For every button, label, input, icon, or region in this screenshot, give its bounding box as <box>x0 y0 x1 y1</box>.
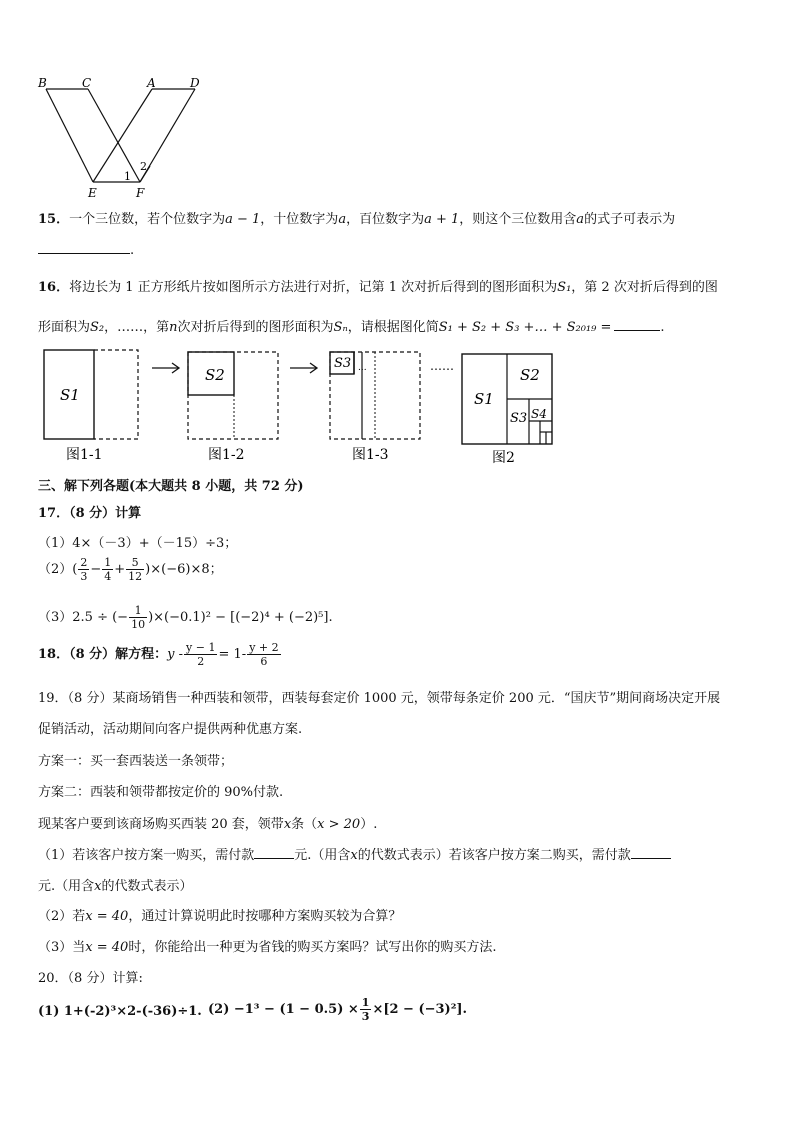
q18-frac1-den: 2 <box>197 655 205 668</box>
q15-line1 <box>38 208 675 227</box>
q15-var: a <box>576 212 585 227</box>
fig2-s1-label: S1 <box>474 390 494 408</box>
q16-s1: S₁ <box>557 280 572 295</box>
fig1-2-caption: 图1-2 <box>208 447 245 463</box>
q20-part1: (1) 1+(-2)³×2-(-36)÷1. <box>38 1004 202 1019</box>
q18-frac1 <box>184 641 217 668</box>
q15-line2 <box>38 240 134 258</box>
q16-text-1: 将边长为 1 正方形纸片按如图所示方法进行对折，记第 1 次对折后得到的图形面积为 <box>69 280 558 295</box>
q19-p2-cond: x = 40 <box>85 909 129 924</box>
point-e: E <box>88 186 97 200</box>
q16-n: n <box>169 320 178 335</box>
fig1-3-caption: 图1-3 <box>352 447 389 463</box>
q19-line2: 促销活动，活动期间向客户提供两种优惠方案. <box>38 722 303 737</box>
q19-part1-cont <box>38 875 193 894</box>
q19-p2-a: （2）若 <box>38 909 86 924</box>
point-b: B <box>38 76 47 90</box>
point-c: C <box>82 76 92 90</box>
q16-text-2a: 形面积为 <box>38 320 91 335</box>
q17-p2-tail: )×(−6)×8； <box>145 562 223 577</box>
q19-l5-cond: x > 20 <box>317 817 361 832</box>
fig2-s2-label: S2 <box>520 366 540 384</box>
q19-p3-b: 时，你能给出一种更为省钱的购买方案吗？试写出你的购买方法. <box>128 940 497 955</box>
q17-p2-frac2 <box>102 556 113 583</box>
q15-hundreds-expr: a + 1 <box>424 212 460 227</box>
q19-part1 <box>38 844 671 863</box>
q19-line1: 19．（8 分）某商场销售一种西装和领带，西装每套定价 1000 元，领带每条定价 200 元．“国庆节”期间商场决定开展 <box>38 691 721 706</box>
q19-part3 <box>38 936 496 955</box>
q16-answer-blank[interactable] <box>614 318 660 331</box>
q18-frac1-num: y − 1 <box>186 641 216 654</box>
q15-answer-blank[interactable] <box>38 240 130 254</box>
fig2-caption: 图2 <box>492 450 515 466</box>
q19-p3-a: （3）当 <box>38 940 86 955</box>
folding-figures <box>40 348 560 466</box>
q15-text-c: ，百位数字为 <box>346 212 425 227</box>
fig-dots-small: ... <box>358 363 367 373</box>
q15-end: . <box>130 243 135 258</box>
geometry-figure <box>30 72 220 204</box>
q15-number: 15． <box>38 212 70 227</box>
q19-p1-x2: x <box>94 879 102 894</box>
q19-part2 <box>38 905 401 924</box>
fig2-s3-label: S3 <box>510 411 528 426</box>
q19-p2-b: ，通过计算说明此时按哪种方案购买较为合算？ <box>128 909 402 924</box>
point-d: D <box>190 76 200 90</box>
q15-text-b: ，十位数字为 <box>260 212 339 227</box>
q19-l5-c: ）. <box>360 817 378 832</box>
q18-frac2-num: y + 2 <box>249 641 279 654</box>
q17-p2-frac1-num: 2 <box>80 556 88 569</box>
q20-p2-a: (2) −1³ − (1 − 0.5) × <box>208 1002 359 1017</box>
q15-text-d: ，则这个三位数用含 <box>459 212 577 227</box>
q20-part2 <box>208 996 467 1023</box>
q17-p2-frac2-den: 4 <box>104 570 112 583</box>
q17-p2-open: ( <box>72 562 78 577</box>
q18-mid: = 1- <box>218 647 247 662</box>
q19-p1-d: 元.（用含 <box>38 879 95 894</box>
q17-part1: （1）4×（－3）+（－15）÷3； <box>38 536 238 551</box>
q20-heading: 20．（8 分）计算: <box>38 971 143 986</box>
q17-p2-frac1-den: 3 <box>80 570 88 583</box>
q20-p2-frac-den: 3 <box>361 1010 370 1023</box>
q15-tens-expr: a <box>338 212 347 227</box>
q16-end: . <box>660 320 665 335</box>
q18-frac2-den: 6 <box>260 655 268 668</box>
q18-line <box>38 641 282 668</box>
q16-text-1b: ，第 2 次对折后得到的图 <box>571 280 718 295</box>
fig-s1-label: S1 <box>60 386 80 404</box>
q19-line5 <box>38 813 377 832</box>
q17-heading: 17．（8 分）计算 <box>38 506 142 521</box>
q17-p2-plus: + <box>114 562 126 577</box>
q17-p3-label: （3） <box>38 610 73 625</box>
section-3-heading: 三、解下列各题(本大题共 8 小题，共 72 分) <box>38 479 304 494</box>
q15-text-a: 一个三位数，若个位数字为 <box>69 212 226 227</box>
q19-l5-a: 现某客户要到该商场购买西装 20 套，领带 <box>38 817 284 832</box>
q15-text-e: 的式子可表示为 <box>584 212 676 227</box>
q17-p2-frac3-den: 12 <box>128 570 143 583</box>
q20-p2-frac <box>360 996 372 1023</box>
q19-l5-x: x <box>283 817 292 832</box>
q16-number: 16． <box>38 280 70 295</box>
q17-p3-frac <box>129 604 147 631</box>
q18-y: y - <box>167 647 184 662</box>
fig-ellipsis: …… <box>430 359 454 373</box>
angle-1: 1 <box>124 170 131 183</box>
q16-line1 <box>38 276 718 295</box>
q16-text-2b: ，……，第 <box>104 320 170 335</box>
q17-part3 <box>38 604 333 631</box>
q20-p2-b: ×[2 − (−3)²]. <box>372 1002 468 1017</box>
angle-2: 2 <box>140 160 147 173</box>
q19-p3-cond: x = 40 <box>85 940 129 955</box>
q15-units-expr: a − 1 <box>225 212 261 227</box>
q17-p2-frac3 <box>126 556 144 583</box>
q19-p1-x: x <box>350 848 358 863</box>
q17-p3-frac-num: 1 <box>129 604 147 618</box>
q16-text-2d: ，请根据图化简 <box>347 320 439 335</box>
q17-p2-minus: − <box>90 562 102 577</box>
q16-sum-expr: S₁ + S₂ + S₃ +… + S₂₀₁₉ = <box>438 320 612 335</box>
q17-p2-label: （2） <box>38 562 73 577</box>
q17-part2 <box>38 556 223 583</box>
point-f: F <box>136 186 145 200</box>
q17-p3-b: )×(−0.1)² − [(−2)⁴ + (−2)⁵]. <box>148 610 333 625</box>
q17-p3-frac-den: 10 <box>131 618 146 631</box>
q17-p2-frac1 <box>78 556 89 583</box>
point-a: A <box>147 76 156 90</box>
q19-p1-e: 的代数式表示） <box>101 879 193 894</box>
q16-s2: S₂ <box>90 320 105 335</box>
q17-p2-frac3-num: 5 <box>126 556 144 570</box>
q19-plan2: 方案二：西装和领带都按定价的 90%付款. <box>38 785 284 800</box>
fig-s2-label: S2 <box>205 366 225 384</box>
q17-p2-frac2-num: 1 <box>104 556 112 569</box>
q19-p1-b: 元.（用含 <box>294 848 351 863</box>
q17-p3-a: 2.5 ÷ (− <box>72 610 129 625</box>
q19-p1-a: （1）若该客户按方案一购买，需付款 <box>38 848 255 863</box>
fig-s3-label: S3 <box>334 356 352 371</box>
q18-frac2 <box>247 641 280 668</box>
q16-sn: Sₙ <box>333 320 348 335</box>
q19-blank-plan2[interactable] <box>631 846 671 859</box>
q16-line2 <box>38 316 665 335</box>
q19-l5-b: 条（ <box>291 817 318 832</box>
q19-p1-c: 的代数式表示）若该客户按方案二购买，需付款 <box>357 848 631 863</box>
q20-p2-frac-num: 1 <box>361 996 370 1009</box>
q18-heading: 18．（8 分）解方程： <box>38 647 168 662</box>
q16-text-2c: 次对折后得到的图形面积为 <box>177 320 334 335</box>
q19-blank-plan1[interactable] <box>254 846 294 859</box>
q19-plan1: 方案一：买一套西装送一条领带； <box>38 754 234 769</box>
fig2-s4-label: S4 <box>531 407 547 421</box>
fig1-1-caption: 图1-1 <box>66 447 103 463</box>
